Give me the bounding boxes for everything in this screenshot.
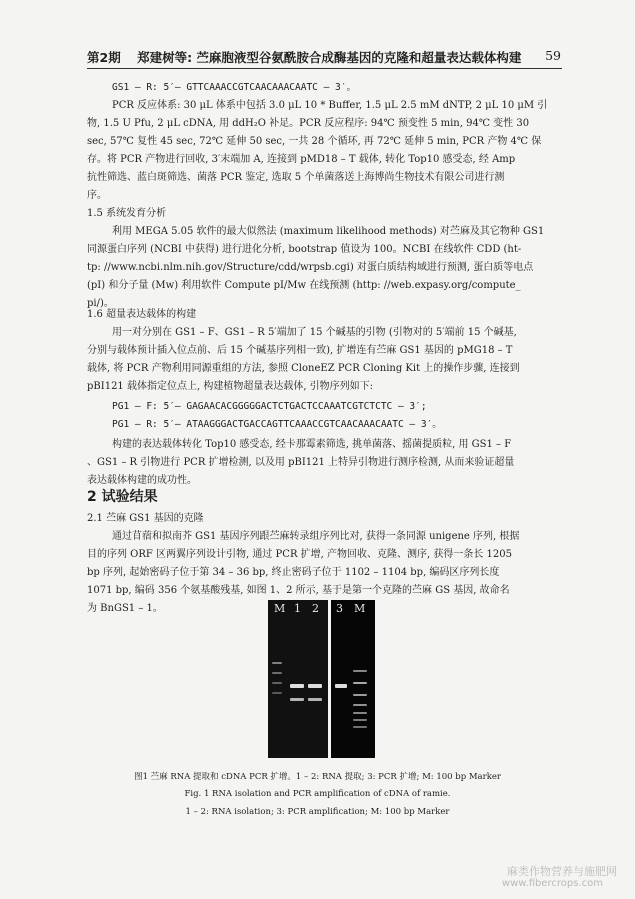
lane-label: 3 xyxy=(336,602,343,615)
section-heading: 1.6 超量表达载体的构建 xyxy=(87,309,197,320)
text-line: 序。 xyxy=(87,190,107,201)
text-line: 利用 MEGA 5.05 软件的最大似然法 (maximum likelihood methods) 对苎麻及其它物种 GS1 xyxy=(112,226,545,237)
running-header xyxy=(87,48,561,66)
gel-image-rna xyxy=(268,600,328,758)
primer-line: PG1 – F: 5′– GAGAACACGGGGGACTCTGACTCCAAATCGTCTCTC – 3′; xyxy=(112,401,427,412)
text-line: pi/)。 xyxy=(87,298,114,309)
text-line: bp 序列, 起始密码子位于第 34 – 36 bp, 终止密码子位于 1102 – 1104 bp, 编码区序列长度 xyxy=(87,567,500,578)
text-line: 表达载体构建的成功性。 xyxy=(87,475,197,486)
text-line: sec, 57℃ 复性 45 sec, 72℃ 延伸 50 sec, 一共 28 个循环, 再 72℃ 延伸 5 min, PCR 产物 4℃ 保 xyxy=(87,136,542,147)
issue-number: 第2期 xyxy=(87,50,121,65)
watermark-cn: 麻类作物营养与施肥网 xyxy=(507,865,617,878)
text-line: 1071 bp, 编码 356 个氨基酸残基, 如图 1、2 所示, 基于是第一个克隆的苎麻 GS 基因, 故命名 xyxy=(87,585,510,596)
primer-line: GS1 – R: 5′– GTTCAAACCGTCAACAAACAATC – 3′。 xyxy=(112,82,356,93)
text-line: 目的序列 ORF 区两翼序列设计引物, 通过 PCR 扩增, 产物回收、克隆、测序, 获得一条长 1205 xyxy=(87,549,512,560)
text-line: PCR 反应体系: 30 μL 体系中包括 3.0 μL 10 * Buffer, 1.5 μL 2.5 mM dNTP, 2 μL 10 μM 引 xyxy=(112,100,548,111)
text-line: tp: //www.ncbi.nlm.nih.gov/Structure/cdd/wrpsb.cgi) 对蛋白质结构域进行预测, 蛋白质等电点 xyxy=(87,262,534,273)
text-line: 物, 1.5 U Pfu, 2 μL cDNA, 用 ddH₂O 补足。PCR 反应程序: 94℃ 预变性 5 min, 94℃ 变性 30 xyxy=(87,118,530,129)
text-line: 通过苜蓿和拟南芥 GS1 基因序列跟苎麻转录组序列比对, 获得一条同源 unigene 序列, 根据 xyxy=(112,531,520,542)
lane-label: 1 xyxy=(294,602,301,615)
lane-label: M xyxy=(274,602,286,615)
figure-caption-en-legend: 1 – 2: RNA isolation; 3: PCR amplification; M: 100 bp Marker xyxy=(185,807,450,817)
text-line: 载体, 将 PCR 产物利用同源重组的方法, 参照 CloneEZ PCR Cloning Kit 上的操作步骤, 连接到 xyxy=(87,363,520,374)
figure-caption-cn: 图1 苎麻 RNA 提取和 cDNA PCR 扩增。1 – 2: RNA 提取; 3: PCR 扩增; M: 100 bp Marker xyxy=(134,772,501,782)
figure-caption-en: Fig. 1 RNA isolation and PCR amplification of cDNA of ramie. xyxy=(184,789,451,799)
page-number: 59 xyxy=(545,48,561,63)
text-line: 为 BnGS1 – 1。 xyxy=(87,603,163,614)
lane-label: 2 xyxy=(312,602,319,615)
text-line: 用一对分别在 GS1 – F、GS1 – R 5′端加了 15 个碱基的引物 (引物对的 5′端前 15 个碱基, xyxy=(112,327,517,338)
section-title: 2 试验结果 xyxy=(87,489,158,505)
text-line: 同源蛋白序列 (NCBI 中获得) 进行进化分析, bootstrap 值设为 100。NCBI 在线软件 CDD (ht- xyxy=(87,244,522,255)
text-line: (pI) 和分子量 (Mw) 利用软件 Compute pI/Mw 在线预测 (http: //web.expasy.org/compute_ xyxy=(87,280,521,291)
text-line: pBI121 载体指定位点上, 构建植物超量表达载体, 引物序列如下: xyxy=(87,381,374,392)
running-title: 郑建树等: 苎麻胞液型谷氨酰胺合成酶基因的克隆和超量表达载体构建 xyxy=(137,50,522,65)
text-line: 存。将 PCR 产物进行回收, 3′末端加 A, 连接到 pMD18 – T 载体, 转化 Top10 感受态, 经 Amp xyxy=(87,154,516,165)
text-line: 构建的表达载体转化 Top10 感受态, 经卡那霉素筛选, 挑单菌落、摇菌提质粒, 用 GS1 – F xyxy=(112,439,512,450)
section-heading: 1.5 系统发育分析 xyxy=(87,208,167,219)
text-line: 抗性筛选、蓝白斑筛选、菌落 PCR 鉴定, 选取 5 个单菌落送上海博尚生物技术有限公司进行测 xyxy=(87,172,505,183)
watermark-url: www.fibercrops.com xyxy=(501,878,603,889)
header-rule xyxy=(87,68,562,69)
section-heading: 2.1 苎麻 GS1 基因的克隆 xyxy=(87,513,204,524)
gel-image-pcr xyxy=(331,600,375,758)
lane-label: M xyxy=(354,602,366,615)
primer-line: PG1 – R: 5′– ATAAGGGACTGACCAGTTCAAACCGTCAACAAACAATC – 3′。 xyxy=(112,419,442,430)
text-line: 、GS1 – R 引物进行 PCR 扩增检测, 以及用 pBI121 上特异引物进行测序检测, 从而来验证超量 xyxy=(87,457,515,468)
text-line: 分别与载体预计插入位点前、后 15 个碱基序列相一致), 扩增连有苎麻 GS1 基因的 pMG18 – T xyxy=(87,345,513,356)
